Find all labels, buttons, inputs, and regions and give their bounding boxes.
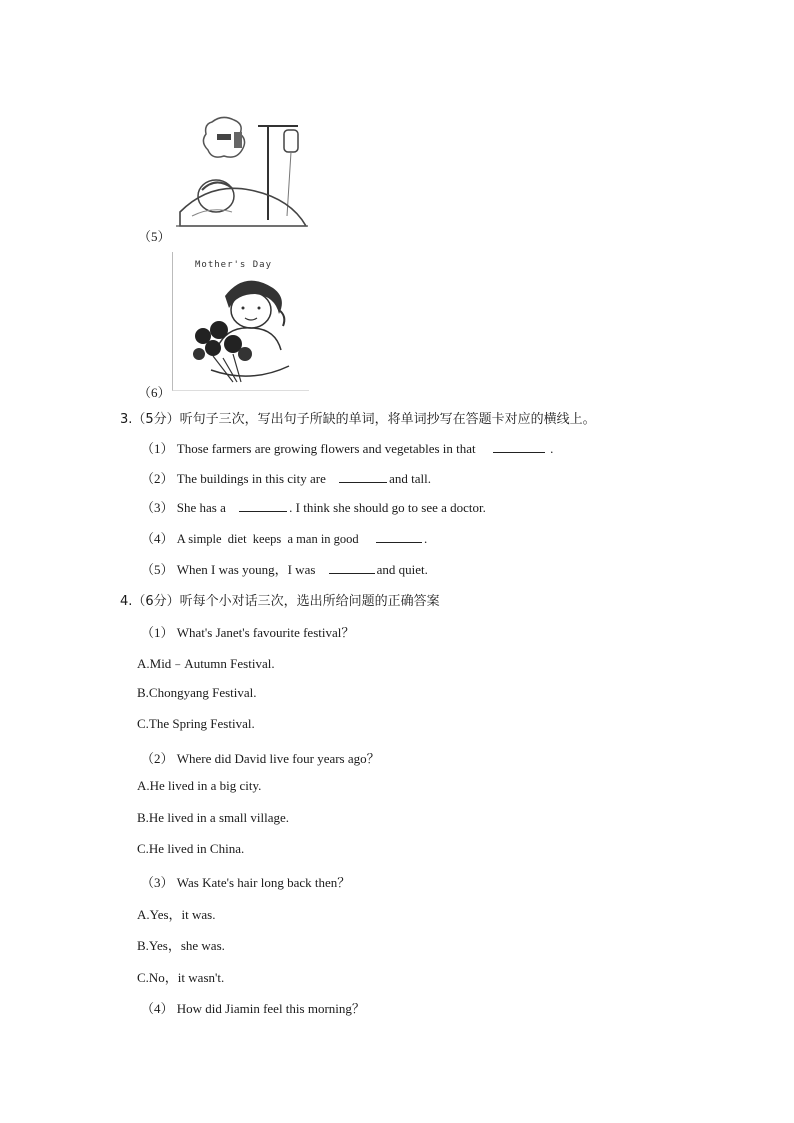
q4-q2-option-b[interactable]: B.He lived in a small village. [137, 810, 289, 825]
q4-question-2 [141, 748, 380, 767]
q4-q2-option-a[interactable]: A.He lived in a big city. [137, 778, 262, 793]
q3-item-text: When I was young，I was [176, 562, 316, 577]
answer-blank[interactable] [376, 530, 422, 543]
question-3-header: 3.（5分）听句子三次，写出句子所缺的单词，将单词抄写在答题卡对应的横线上。 [120, 412, 596, 427]
q3-item-text: Those farmers are growing flowers and vegetables in that [176, 441, 476, 456]
q4-q2-option-c[interactable]: C.He lived in China. [137, 841, 245, 856]
picture-6-label: （6） [138, 385, 171, 400]
q3-item-num: （4） [141, 531, 174, 546]
sick-patient-drip-illustration-icon [172, 112, 312, 236]
mothers-day-caption: Mother's Day [195, 260, 273, 270]
question-4-header: 4.（6分）听每个小对话三次，选出所给问题的正确答案 [120, 594, 440, 609]
q4-question-3 [141, 872, 350, 891]
answer-blank[interactable] [329, 561, 375, 574]
q4-question-text: How did Jiamin feel this morning？ [176, 1001, 365, 1016]
q4-q3-option-b[interactable]: B.Yes，she was. [137, 938, 225, 953]
q3-item-5 [141, 559, 428, 578]
q4-question-1 [141, 622, 354, 641]
q4-q3-option-a[interactable]: A.Yes，it was. [137, 907, 216, 922]
q4-question-num: （2） [141, 751, 174, 766]
q3-item-num: （2） [141, 471, 174, 486]
answer-blank[interactable] [493, 440, 545, 453]
q4-question-num: （1） [141, 625, 174, 640]
q4-question-num: （3） [141, 875, 174, 890]
q4-q3-option-c[interactable]: C.No，it wasn't. [137, 970, 225, 985]
q4-question-text: What's Janet's favourite festival？ [176, 625, 355, 640]
q3-item-text: A simple diet keeps a man in good [176, 532, 359, 546]
q4-question-4 [141, 998, 365, 1017]
q3-item-after: . [550, 441, 554, 456]
q3-item-text: The buildings in this city are [176, 471, 326, 486]
q3-item-4 [141, 528, 427, 547]
q3-item-after: and tall. [389, 471, 432, 486]
q4-question-text: Where did David live four years ago？ [176, 751, 380, 766]
mother-with-flowers-illustration-icon [173, 274, 309, 388]
q3-item-num: （3） [141, 500, 174, 515]
q3-item-num: （1） [141, 441, 174, 456]
q4-q1-option-a[interactable]: A.Mid﹣Autumn Festival. [137, 656, 275, 671]
q3-item-after: . I think she should go to see a doctor. [289, 500, 486, 515]
q3-item-after: . [423, 531, 428, 546]
q3-item-text: She has a [176, 500, 226, 515]
answer-blank[interactable] [239, 499, 287, 512]
picture-5-sick-patient [172, 112, 312, 236]
q3-item-num: （5） [141, 562, 174, 577]
q4-question-num: （4） [141, 1001, 174, 1016]
q3-item-3 [141, 497, 486, 516]
q4-question-text: Was Kate's hair long back then？ [176, 875, 351, 890]
q3-item-after: and quiet. [376, 562, 428, 577]
answer-blank[interactable] [339, 470, 387, 483]
picture-6-mothers-day [172, 252, 309, 391]
q3-item-1 [141, 438, 553, 457]
q3-item-2 [141, 468, 431, 487]
q4-q1-option-b[interactable]: B.Chongyang Festival. [137, 685, 257, 700]
q4-q1-option-c[interactable]: C.The Spring Festival. [137, 716, 255, 731]
picture-5-label: （5） [138, 229, 171, 244]
